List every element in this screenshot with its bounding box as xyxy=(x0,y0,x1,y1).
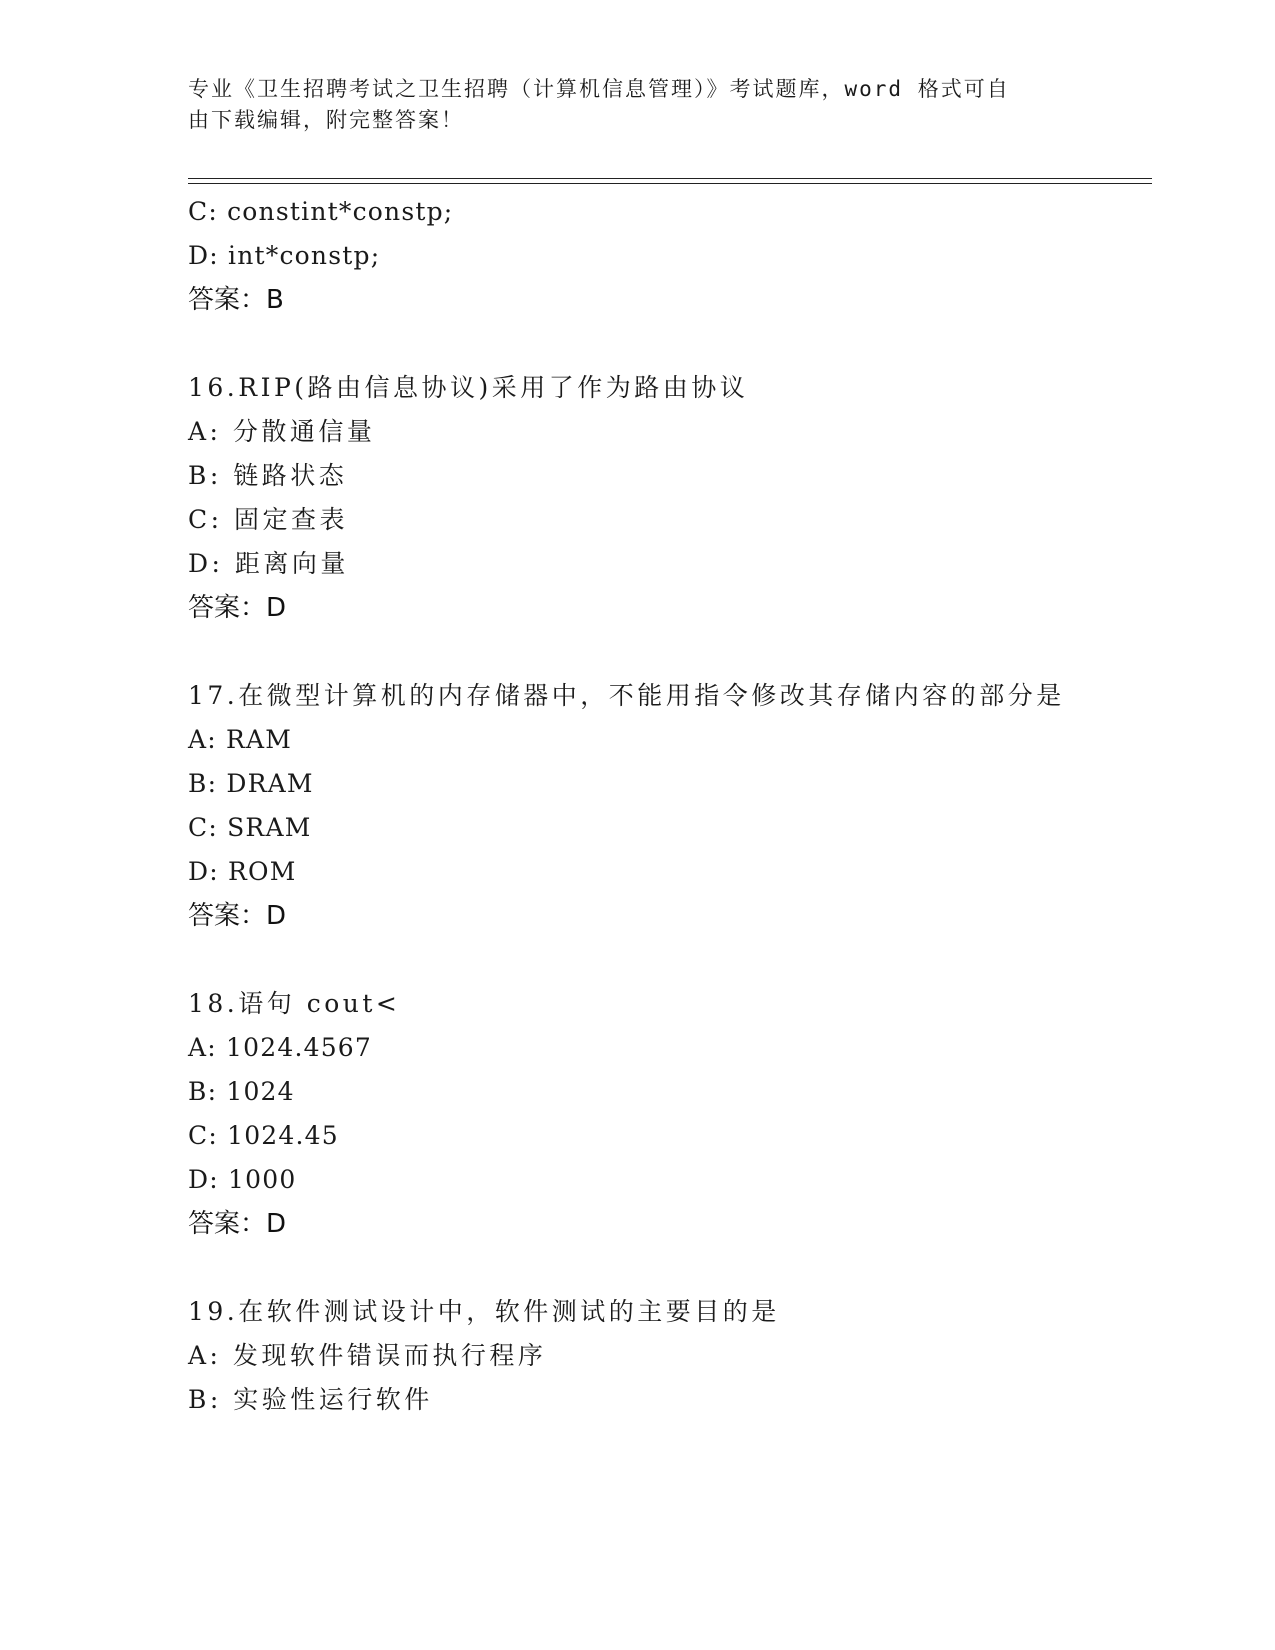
q16-option-d: D: 距离向量 xyxy=(188,549,349,578)
q18-option-d: D: 1000 xyxy=(188,1165,297,1194)
q17-answer: 答案：D xyxy=(188,901,287,931)
q19-option-b: B: 实验性运行软件 xyxy=(188,1385,433,1414)
q18-option-c: C: 1024.45 xyxy=(188,1121,339,1150)
q16-option-a: A: 分散通信量 xyxy=(188,417,376,446)
q16-option-c: C: 固定查表 xyxy=(188,505,348,534)
q17-question: 17.在微型计算机的内存储器中，不能用指令修改其存储内容的部分是 xyxy=(188,681,1065,710)
q16-option-b: B: 链路状态 xyxy=(188,461,348,490)
header-line-2: 由下载编辑，附完整答案！ xyxy=(188,108,464,132)
q19-question: 19.在软件测试设计中，软件测试的主要目的是 xyxy=(188,1297,780,1326)
q17-option-c: C: SRAM xyxy=(188,813,312,842)
q16-answer: 答案：D xyxy=(188,593,287,623)
q16-question: 16.RIP(路由信息协议)采用了作为路由协议 xyxy=(188,373,749,402)
q15-option-c: C: constint*constp; xyxy=(188,197,454,226)
q18-question: 18.语句 cout< xyxy=(188,989,401,1018)
q18-answer: 答案：D xyxy=(188,1209,287,1239)
q15-answer: 答案：B xyxy=(188,285,284,315)
q19-option-a: A: 发现软件错误而执行程序 xyxy=(188,1341,547,1370)
header-divider-bottom xyxy=(188,183,1152,184)
document-header xyxy=(188,74,1088,136)
q18-option-a: A: 1024.4567 xyxy=(188,1033,373,1062)
q18-option-b: B: 1024 xyxy=(188,1077,295,1106)
q17-option-d: D: ROM xyxy=(188,857,297,886)
header-divider-top xyxy=(188,178,1152,179)
header-line-1: 专业《卫生招聘考试之卫生招聘（计算机信息管理）》考试题库，word 格式可自 xyxy=(188,77,1010,101)
q17-option-a: A: RAM xyxy=(188,725,293,754)
q17-option-b: B: DRAM xyxy=(188,769,314,798)
q15-option-d: D: int*constp; xyxy=(188,241,381,270)
